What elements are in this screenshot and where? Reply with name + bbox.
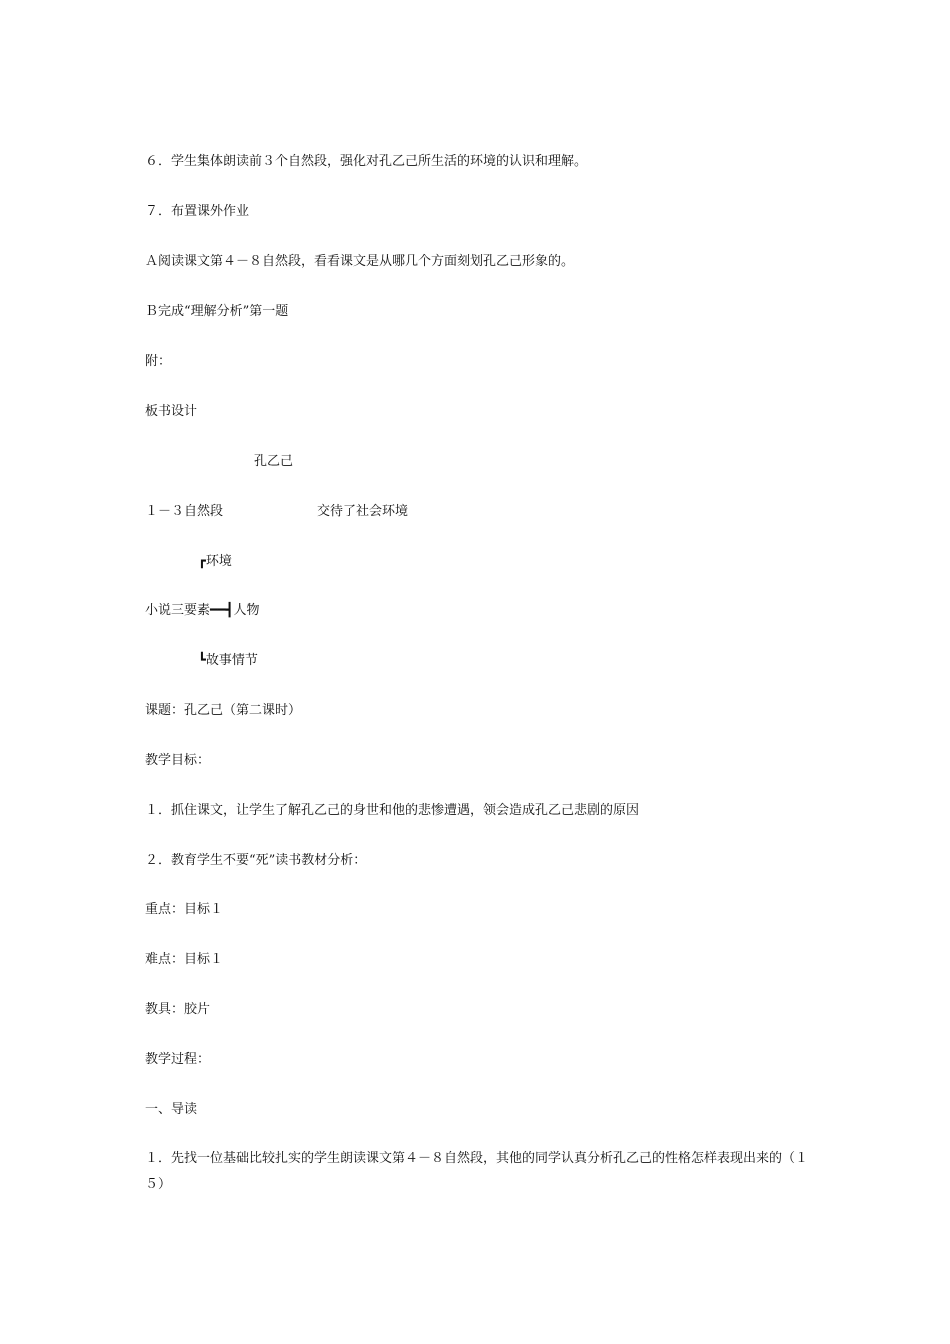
board-row1-left: １－３自然段 — [145, 504, 224, 519]
board-row1-right: 交待了社会环境 — [317, 504, 409, 519]
goal-2-text: ２．教育学生不要“死”读书教材分析： — [145, 853, 367, 868]
teaching-goals-heading: 教学目标： — [145, 753, 211, 768]
goal-1-text: １．抓住课文，让学生了解孔乙己的身世和他的悲惨遭遇，领会造成孔乙己悲剧的原因 — [145, 803, 640, 818]
board-design-heading: 板书设计 — [145, 404, 198, 419]
board-branch-environment: ┏环境 — [198, 554, 232, 569]
teaching-process-heading: 教学过程： — [145, 1052, 211, 1067]
process-step-1-text: １．先找一位基础比较扎实的学生朗读课文第４－８自然段，其他的同学认真分析孔乙己的性格怎样表现出来的（１５） — [145, 1151, 809, 1192]
teaching-aids-text: 教具：胶片 — [145, 1002, 211, 1017]
homework-b-text: Ｂ完成“理解分析”第一题 — [145, 304, 289, 319]
board-branch-plot: ┗故事情节 — [198, 653, 258, 668]
step-7-heading: ７．布置课外作业 — [145, 204, 250, 219]
appendix-label: 附： — [145, 354, 172, 369]
section-1-heading: 一、导读 — [145, 1102, 198, 1117]
difficulty-text: 难点：目标１ — [145, 952, 224, 967]
homework-a-text: Ａ阅读课文第４－８自然段，看看课文是从哪几个方面刻划孔乙己形象的。 — [145, 254, 575, 269]
key-point-text: 重点：目标１ — [145, 902, 224, 917]
lesson-title: 课题：孔乙己（第二课时） — [145, 703, 302, 718]
board-title: 孔乙己 — [254, 454, 294, 469]
step-6-text: ６．学生集体朗读前３个自然段，强化对孔乙己所生活的环境的认识和理解。 — [145, 154, 588, 169]
board-root-elements: 小说三要素━━┫人物 — [145, 603, 260, 618]
